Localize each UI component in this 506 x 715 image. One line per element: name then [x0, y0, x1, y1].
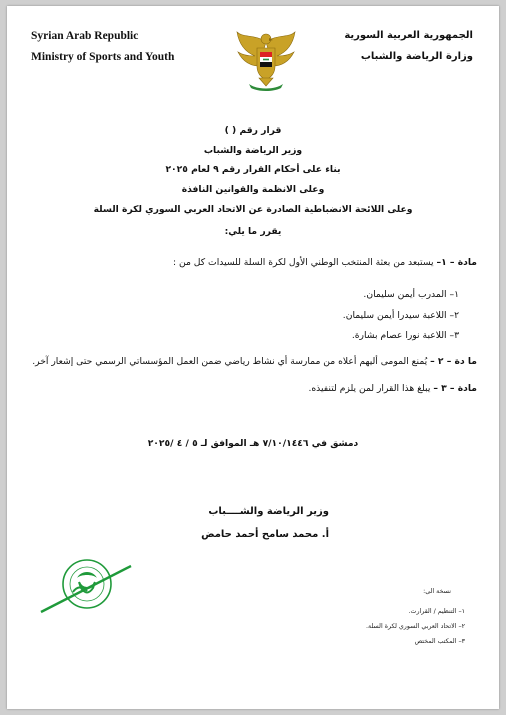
official-stamp-icon: [37, 558, 133, 616]
document-page: [7, 6, 499, 709]
article-3-text: يبلغ هذا القرار لمن يلزم لتنفيذه.: [308, 383, 431, 394]
article-2-text: يُمنع المومى أليهم أعلاه من ممارسة أي نشاط رياضي ضمن العمل المؤسساتي الرسمي حتى إشعار آخر.: [32, 356, 428, 367]
signature-name: أ. محمد سامح أحمد حامض: [201, 529, 329, 540]
article-1: [173, 257, 477, 268]
article-1-text: يستبعد من بعثة المنتخب الوطني الأول لكرة السلة للسيدات كل من :: [172, 257, 434, 268]
article-2-label: ما دة – ٢ –: [430, 356, 477, 367]
article-3: [308, 383, 477, 394]
copies-item-2: ٢– الاتحاد العربي السوري لكرة السلة.: [365, 623, 465, 630]
article-3-label: مادة – ٣ –: [433, 383, 477, 394]
copies-heading: نسخة الى:: [423, 588, 451, 595]
copies-item-1: ١– التنظيم / القرارت.: [408, 608, 465, 615]
header-republic-en: Syrian Arab Republic: [31, 30, 139, 42]
decree-issuer: وزير الرياضة والشباب: [203, 145, 303, 156]
decree-basis-2: وعلى الانظمة والقوانين النافذة: [181, 184, 325, 195]
article-1-item-1: ١– المدرب أيمن سليمان.: [363, 289, 459, 300]
article-1-label: مادة – ١–: [436, 257, 477, 268]
date-line: دمشق في ٧/١٠/١٤٤٦ هـ الموافق لـ ٥ / ٤ /٢٠٢٥: [147, 438, 359, 449]
decree-decides: يقرر ما يلي:: [224, 226, 282, 237]
article-1-item-2: ٢– اللاعبة سيدرا أيمن سليمان.: [342, 310, 459, 321]
decree-basis-1: بناء على أحكام القرار رقم ٩ لعام ٢٠٢٥: [165, 164, 341, 175]
article-2: [32, 356, 477, 367]
signature-title: وزير الرياضة والشــــباب: [208, 506, 329, 517]
header-ministry-ar: وزارة الرياضة والشباب: [360, 51, 473, 62]
eagle-emblem-icon: [235, 28, 297, 92]
decree-basis-3: وعلى اللائحة الانضباطية الصادرة عن الاتحاد العربي السوري لكرة السلة: [93, 204, 413, 215]
article-1-item-3: ٣– اللاعبة نورا عصام بشارة.: [351, 330, 459, 341]
header-ministry-en: Ministry of Sports and Youth: [31, 51, 175, 63]
copies-item-3: ٣– المكتب المختص: [414, 638, 465, 645]
decree-title: قرار رقم ( ): [224, 125, 282, 136]
header-republic-ar: الجمهورية العربية السورية: [344, 30, 473, 41]
